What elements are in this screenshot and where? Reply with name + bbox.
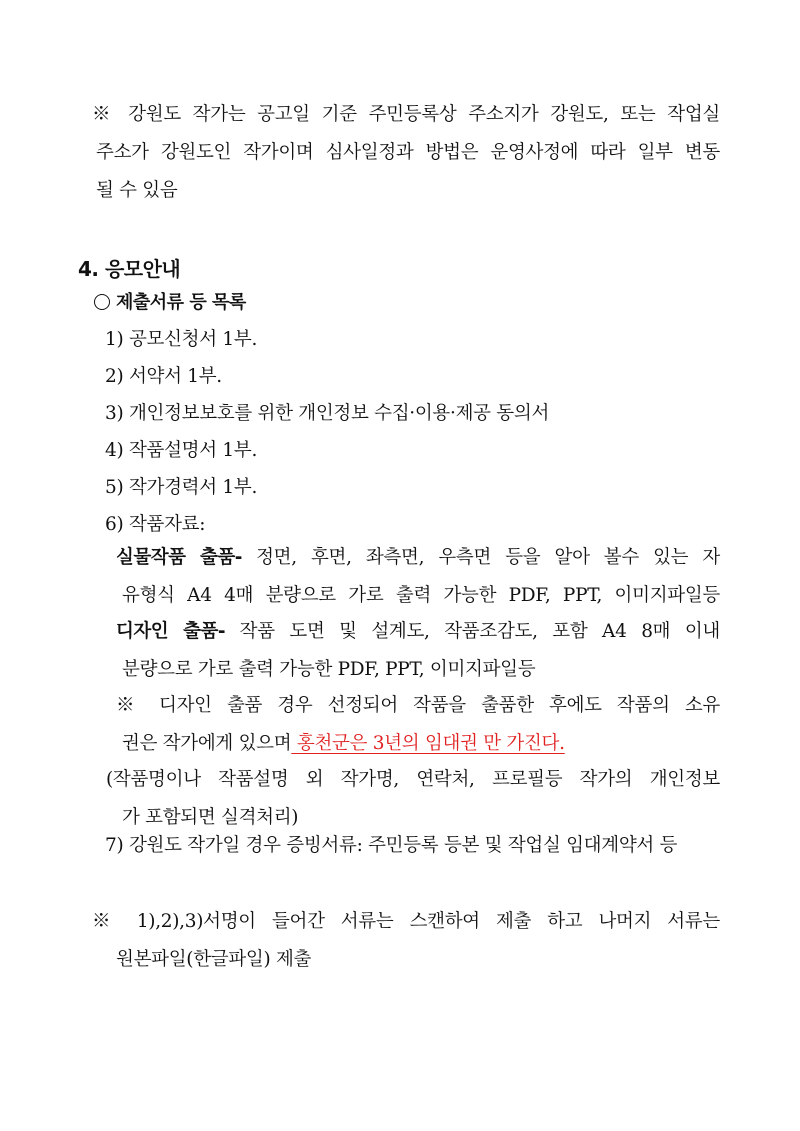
privacy-note-line-1: (작품명이나 작품설명 외 작가명, 연락처, 프로필등 작가의 개인정보 bbox=[106, 769, 720, 790]
design-works-label: 디자인 출품- bbox=[116, 621, 226, 642]
design-note-line-2 bbox=[116, 725, 720, 763]
final-note-line-2: 원본파일(한글파일) 제출 bbox=[116, 949, 312, 970]
design-works-line-2: 분량으로 가로 출력 가능한 PDF, PPT, 이미지파일등 bbox=[122, 659, 536, 680]
design-works-desc: 작품 도면 및 설계도, 작품조감도, 포함 A4 8매 이내 bbox=[225, 621, 720, 642]
final-note-paragraph bbox=[92, 903, 720, 979]
physical-works-paragraph bbox=[116, 539, 720, 615]
notice-line-1: ※ 강원도 작가는 공고일 기준 주민등록상 주소지가 강원도, 또는 작업실 bbox=[92, 104, 720, 125]
design-note-text: 권은 작가에게 있으며 bbox=[122, 733, 292, 754]
notice-line-3: 될 수 있음 bbox=[96, 180, 178, 201]
lease-right-highlight: 홍천군은 3년의 임대권 만 가진다. bbox=[291, 733, 565, 754]
design-works-paragraph bbox=[116, 613, 720, 689]
physical-works-desc: 정면, 후면, 좌측면, 우측면 등을 알아 볼수 있는 자 bbox=[241, 547, 720, 568]
list-item-7: 7) 강원도 작가일 경우 증빙서류: 주민등록 등본 및 작업실 임대계약서 등 bbox=[105, 835, 678, 856]
notice-line-2: 주소가 강원도인 작가이며 심사일정과 방법은 운영사정에 따라 일부 변동 bbox=[96, 142, 720, 163]
list-item-1: 1) 공모신청서 1부. bbox=[105, 329, 258, 350]
privacy-note-line-2: 가 포함되면 실격처리) bbox=[122, 807, 299, 828]
list-title-text: 제출서류 등 목록 bbox=[116, 292, 246, 313]
list-item-5: 5) 작가경력서 1부. bbox=[105, 477, 258, 498]
notice-paragraph bbox=[92, 96, 720, 210]
list-item-6: 6) 작품자료: bbox=[105, 514, 206, 535]
privacy-note-paragraph bbox=[106, 761, 720, 837]
design-works-line-1 bbox=[116, 613, 720, 651]
final-note-line-1: ※ 1),2),3)서명이 들어간 서류는 스캔하여 제출 하고 나머지 서류는 bbox=[92, 911, 720, 932]
physical-works-label: 실물작품 출품- bbox=[116, 547, 242, 568]
design-note-paragraph bbox=[116, 687, 720, 763]
physical-works-line-1 bbox=[116, 539, 720, 577]
circle-bullet-icon bbox=[94, 294, 110, 310]
physical-works-line-2: 유형식 A4 4매 분량으로 가로 출력 가능한 PDF, PPT, 이미지파일등 bbox=[122, 585, 720, 606]
section-heading: 4. 응모안내 bbox=[78, 257, 181, 281]
list-item-3: 3) 개인정보보호를 위한 개인정보 수집·이용·제공 동의서 bbox=[105, 403, 550, 424]
list-item-2: 2) 서약서 1부. bbox=[105, 366, 222, 387]
design-note-line-1: ※ 디자인 출품 경우 선정되어 작품을 출품한 후에도 작품의 소유 bbox=[116, 695, 720, 716]
list-item-4: 4) 작품설명서 1부. bbox=[105, 440, 258, 461]
list-title bbox=[94, 288, 246, 318]
